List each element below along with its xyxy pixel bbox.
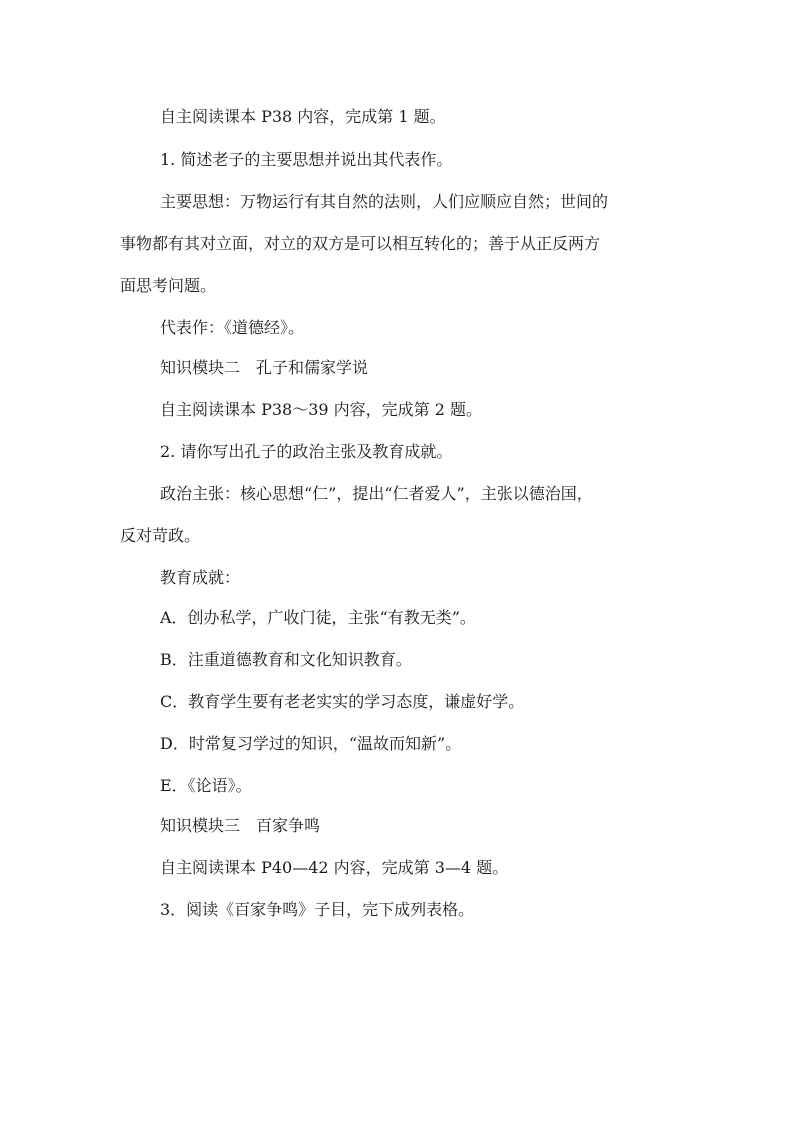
question-1: 1. 简述老子的主要思想并说出其代表作。 <box>160 150 453 169</box>
education-item-a: A．创办私学，广收门徒，主张“有教无类”。 <box>160 608 476 627</box>
education-item-b: B．注重道德教育和文化知识教育。 <box>160 650 412 669</box>
representative-work: 代表作：《道德经》。 <box>160 318 305 337</box>
question-2: 2. 请你写出孔子的政治主张及教育成就。 <box>160 442 453 461</box>
political-view-line-2: 反对苛政。 <box>120 526 201 545</box>
module-3-heading: 知识模块三 百家争鸣 <box>160 816 321 835</box>
instruction-line-1: 自主阅读课本 P38 内容，完成第 1 题。 <box>160 107 446 126</box>
education-heading: 教育成就： <box>160 568 241 587</box>
question-3: 3．阅读《百家争鸣》子目，完下成列表格。 <box>160 900 475 919</box>
module-2-heading: 知识模块二 孔子和儒家学说 <box>160 358 369 377</box>
education-item-d: D．时常复习学过的知识，“温故而知新”。 <box>160 734 462 753</box>
education-item-e: E．《论语》。 <box>160 776 252 795</box>
answer-1-line-3: 面思考问题。 <box>120 276 217 295</box>
answer-1-line-2: 事物都有其对立面，对立的双方是可以相互转化的；善于从正反两方 <box>120 234 601 253</box>
political-view-line-1: 政治主张：核心思想“仁”，提出“仁者爱人”，主张以德治国， <box>160 484 593 503</box>
education-item-c: C．教育学生要有老老实实的学习态度，谦虚好学。 <box>160 692 525 711</box>
instruction-line-2: 自主阅读课本 P38～39 内容，完成第 2 题。 <box>160 400 483 419</box>
instruction-line-3: 自主阅读课本 P40—42 内容，完成第 3—4 题。 <box>160 858 509 877</box>
answer-1-line-1: 主要思想：万物运行有其自然的法则，人们应顺应自然；世间的 <box>160 192 609 211</box>
